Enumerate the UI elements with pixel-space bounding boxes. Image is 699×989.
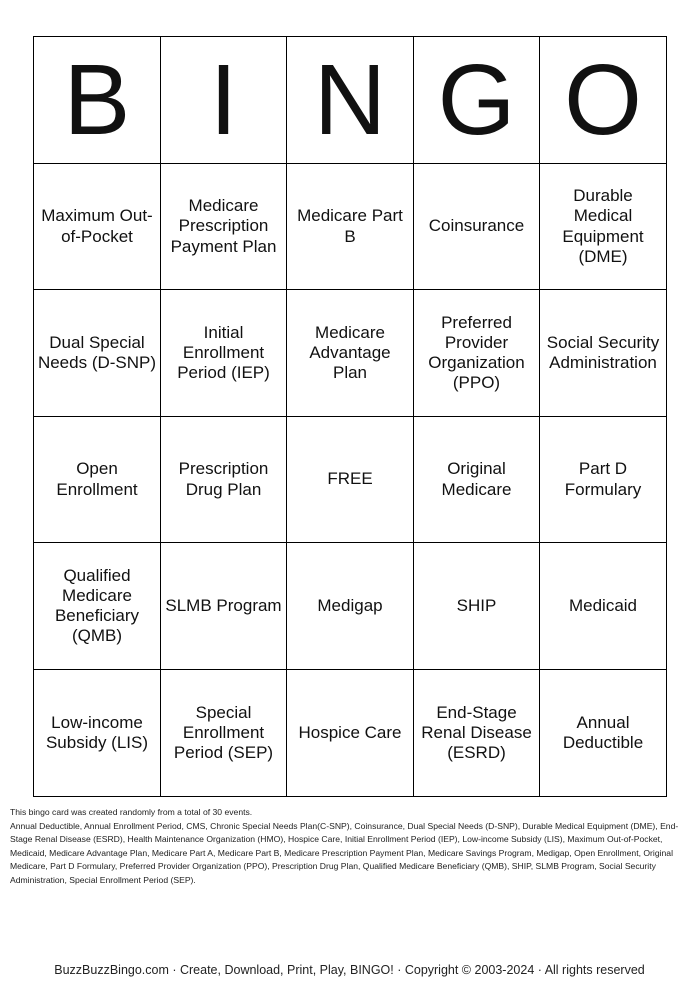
bingo-square: Annual Deductible bbox=[540, 670, 667, 797]
bingo-square: Coinsurance bbox=[414, 164, 540, 290]
footer-events-list: Annual Deductible, Annual Enrollment Period, CMS, Chronic Special Needs Plan(C-SNP), Coinsurance, Dual Special Needs (D-SNP), Durable Medical Equipment (DME), End-Stage Renal Disease (ESRD), Health Maintenance Organization (HMO), Hospice Care, Initial Enrollment Period (IEP), Low-income Subsidy (LIS), Maximum Out-of-Pocket, Medicaid, Medicare Advantage Plan, Medicare Part A, Medicare Part B, Medicare Prescription Payment Plan, Medicare Savings Program, Medigap, Open Enrollment, Original Medicare, Part D Formulary, Preferred Provider Organization (PPO), Prescription Drug Plan, Qualified Medicare Beneficiary (QMB), SHIP, SLMB Program, Social Security Administration, Special Enrollment Period (SEP). bbox=[10, 820, 679, 885]
bingo-square: Maximum Out-of-Pocket bbox=[34, 164, 161, 290]
bingo-square: Open Enrollment bbox=[34, 417, 161, 543]
header-letter-g: G bbox=[414, 37, 540, 164]
bingo-square: Initial Enrollment Period (IEP) bbox=[161, 290, 287, 417]
footer-intro: This bingo card was created randomly from a total of 30 events. bbox=[10, 807, 253, 817]
header-letter-b: B bbox=[34, 37, 161, 164]
bingo-square: Medicare Part B bbox=[287, 164, 414, 290]
bingo-square: End-Stage Renal Disease (ESRD) bbox=[414, 670, 540, 797]
header-letter-i: I bbox=[161, 37, 287, 164]
bingo-square: SHIP bbox=[414, 543, 540, 670]
bingo-square: Medicaid bbox=[540, 543, 667, 670]
bingo-square: SLMB Program bbox=[161, 543, 287, 670]
header-letter-n: N bbox=[287, 37, 414, 164]
header-letter-o: O bbox=[540, 37, 667, 164]
bingo-square: Part D Formulary bbox=[540, 417, 667, 543]
grid-row bbox=[34, 290, 667, 417]
bingo-square: Special Enrollment Period (SEP) bbox=[161, 670, 287, 797]
grid-row bbox=[34, 417, 667, 543]
bingo-square: Medicare Advantage Plan bbox=[287, 290, 414, 417]
grid-row bbox=[34, 670, 667, 797]
bingo-square: Preferred Provider Organization (PPO) bbox=[414, 290, 540, 417]
bingo-square: Dual Special Needs (D-SNP) bbox=[34, 290, 161, 417]
bingo-square: Hospice Care bbox=[287, 670, 414, 797]
bingo-square: Medigap bbox=[287, 543, 414, 670]
bingo-square: Original Medicare bbox=[414, 417, 540, 543]
header-row bbox=[34, 37, 667, 164]
copyright-text: BuzzBuzzBingo.com · Create, Download, Print, Play, BINGO! · Copyright © 2003-2024 · All rights reserved bbox=[54, 963, 645, 977]
bingo-square: Medicare Prescription Payment Plan bbox=[161, 164, 287, 290]
bingo-card bbox=[33, 36, 667, 797]
grid-row bbox=[34, 164, 667, 290]
bingo-square: Prescription Drug Plan bbox=[161, 417, 287, 543]
bingo-square: Qualified Medicare Beneficiary (QMB) bbox=[34, 543, 161, 670]
free-square: FREE bbox=[287, 417, 414, 543]
bingo-square: Social Security Administration bbox=[540, 290, 667, 417]
grid-row bbox=[34, 543, 667, 670]
bingo-square: Durable Medical Equipment (DME) bbox=[540, 164, 667, 290]
bingo-square: Low-income Subsidy (LIS) bbox=[34, 670, 161, 797]
footer-notes bbox=[10, 806, 690, 888]
